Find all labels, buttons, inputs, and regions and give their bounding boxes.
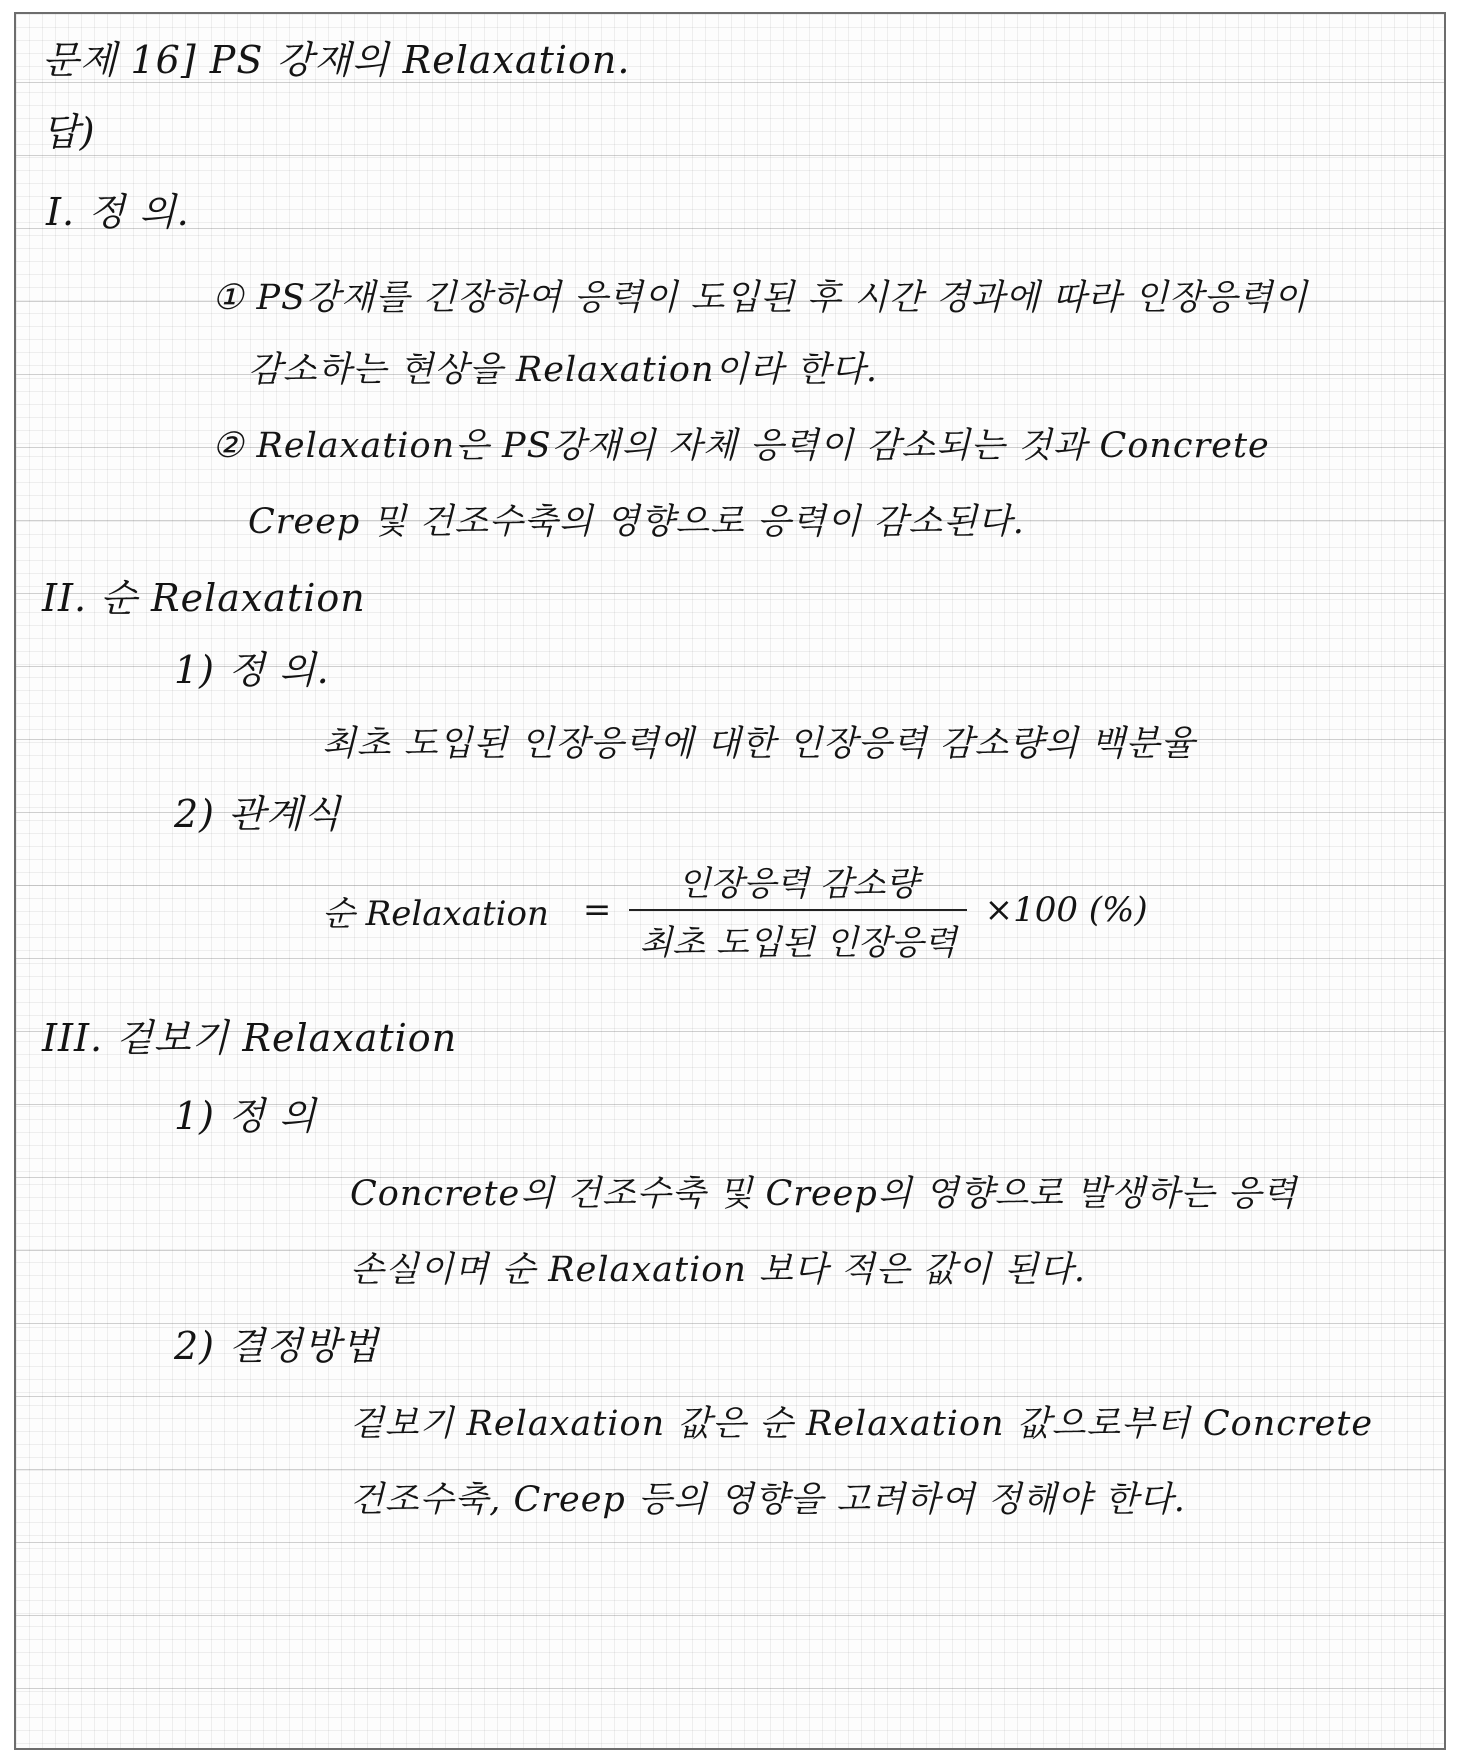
formula-numerator: 인장응력 감소량 xyxy=(677,864,919,904)
section3-heading: III. 겉보기 Relaxation xyxy=(42,1016,458,1060)
section3-sub1-line2: 손실이며 순 Relaxation 보다 적은 값이 된다. xyxy=(350,1250,1087,1290)
ruled-line xyxy=(16,155,1444,156)
formula-fraction xyxy=(629,852,966,968)
ruled-line xyxy=(16,1396,1444,1397)
section3-sub2-line1: 겉보기 Relaxation 값은 순 Relaxation 값으로부터 Concrete xyxy=(350,1404,1374,1444)
answer-sheet xyxy=(14,12,1446,1750)
question-title: 문제 16] PS 강재의 Relaxation. xyxy=(42,38,631,82)
section3-sub1-line1: Concrete의 건조수축 및 Creep의 영향으로 발생하는 응력 xyxy=(350,1174,1298,1214)
answer-label: 답) xyxy=(42,110,96,154)
ruled-line xyxy=(16,228,1444,229)
ruled-line xyxy=(16,1469,1444,1470)
section1-point1-line2: 감소하는 현상을 Relaxation이라 한다. xyxy=(248,350,879,390)
formula-denominator: 최초 도입된 인장응력 xyxy=(639,923,957,963)
ruled-line xyxy=(16,1688,1444,1689)
section1-point2-line1: ② Relaxation은 PS강재의 자체 응력이 감소되는 것과 Concrete xyxy=(212,426,1270,466)
section3-sub2-line2: 건조수축, Creep 등의 영향을 고려하여 정해야 한다. xyxy=(350,1480,1186,1520)
section2-sub1-text: 최초 도입된 인장응력에 대한 인장응력 감소량의 백분율 xyxy=(322,724,1196,764)
section1-point2-line2: Creep 및 건조수축의 영향으로 응력이 감소된다. xyxy=(248,502,1025,542)
formula-multiplier: ×100 (%) xyxy=(984,890,1148,930)
relaxation-formula xyxy=(322,852,1148,968)
formula-equals: = xyxy=(582,890,612,930)
section1-heading: I. 정 의. xyxy=(46,190,190,234)
ruled-line xyxy=(16,1542,1444,1543)
section1-point1-line1: ① PS강재를 긴장하여 응력이 도입된 후 시간 경과에 따라 인장응력이 xyxy=(212,278,1309,318)
ruled-line xyxy=(16,82,1444,83)
section2-sub1-heading: 1) 정 의. xyxy=(174,648,330,692)
section2-sub2-heading: 2) 관계식 xyxy=(174,792,342,836)
ruled-line xyxy=(16,1615,1444,1616)
formula-lhs: 순 Relaxation xyxy=(322,893,549,934)
section2-heading: II. 순 Relaxation xyxy=(42,576,366,620)
section3-sub1-heading: 1) 정 의 xyxy=(174,1094,317,1138)
section3-sub2-heading: 2) 결정방법 xyxy=(174,1324,379,1368)
